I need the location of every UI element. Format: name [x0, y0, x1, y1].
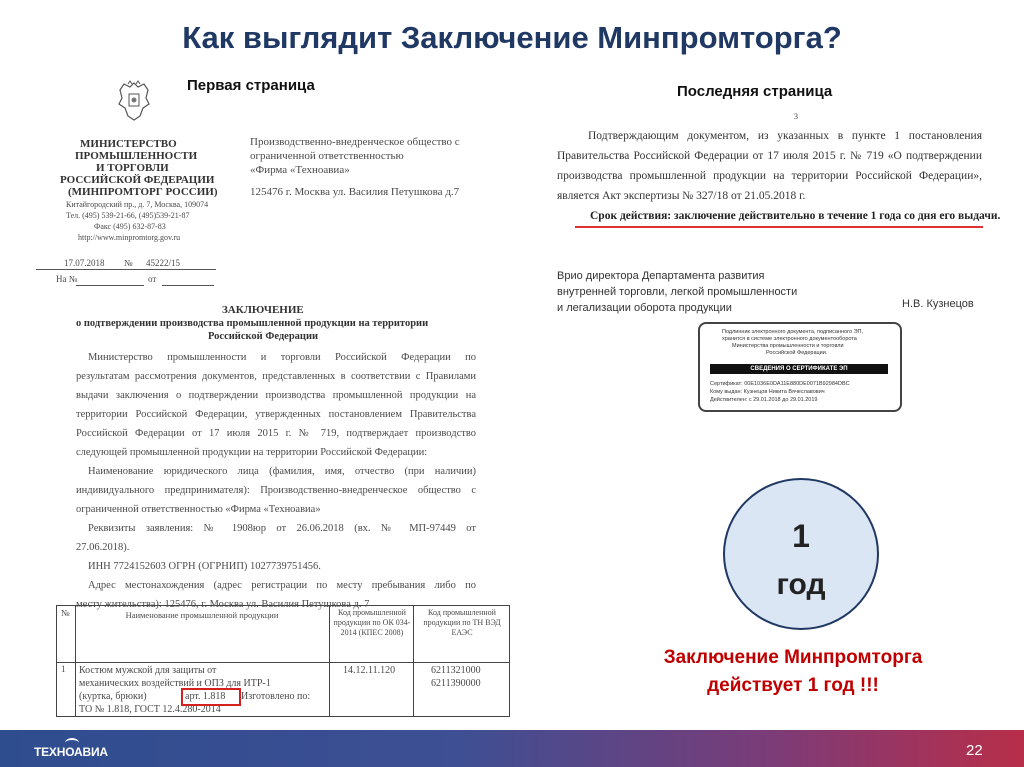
signer-title: внутренней торговли, легкой промышленности	[557, 286, 798, 298]
signer-title: Врио директора Департамента развития	[557, 270, 765, 282]
page-mark: 3	[794, 112, 798, 121]
ref-from-label: от	[148, 274, 157, 284]
body-line: Реквизиты заявления: № 1908юр от 26.06.2018 (вх. № МП-97449 от	[88, 523, 476, 534]
cert-line: Кому выдан: Кузнецов Никита Вячеславович	[710, 389, 825, 395]
cert-header: Российской Федерации.	[766, 350, 828, 356]
slide-title: Как выглядит Заключение Минпромторга?	[182, 20, 842, 55]
table-cell-tnved: 6211321000	[431, 665, 481, 676]
badge-number: 1	[792, 518, 810, 554]
addressee-line: ограниченной ответственностью	[250, 150, 404, 162]
document-number: 45222/15	[146, 258, 181, 268]
last-page-line: производства промышленной продукции на территории Российской Федерации»,	[557, 170, 982, 182]
body-line: выдачи заключения о подтверждении производства промышленной продукции на	[76, 390, 476, 401]
ref-underline	[76, 285, 144, 286]
table-cell-product: Изготовлено по:	[241, 691, 311, 702]
ref-label: На №	[56, 274, 78, 284]
article-highlight	[181, 688, 241, 706]
page-number: 22	[966, 742, 983, 759]
cert-line: Действителен: с 29.01.2018 до 29.01.2019	[710, 397, 818, 403]
ministry-contact: Тел. (495) 539-21-66, (495)539-21-87	[66, 211, 190, 220]
body-line: следующей промышленной продукции на территории Российской Федерации:	[76, 447, 428, 458]
body-line: Адрес местонахождения (адрес регистрации по месту пребывания либо по	[88, 580, 476, 591]
table-cell-tnved: 6211390000	[431, 678, 481, 689]
addressee-line: «Фирма «Техноавиа»	[250, 164, 350, 176]
table-cell-product: (куртка, брюки)	[79, 691, 147, 702]
last-page-line: является Акт экспертизы № 327/18 от 21.05.2018 г.	[557, 190, 806, 202]
table-divider	[75, 606, 76, 716]
last-page-line: Подтверждающим документом, из указанных в пункте 1 постановления	[588, 130, 982, 142]
body-line: Российской Федерации от 17 июля 2015 г. № 719, подтверждает производство	[76, 428, 476, 439]
table-divider	[329, 606, 330, 716]
table-divider	[413, 606, 414, 716]
body-line: Наименование юридического лица (фамилия, имя, отчество (при наличии)	[88, 466, 476, 477]
last-page-label: Последняя страница	[677, 83, 833, 100]
badge-unit: год	[776, 568, 826, 601]
ministry-contact: Китайгородский пр., д. 7, Москва, 109074	[66, 200, 209, 209]
signer-name: Н.В. Кузнецов	[902, 298, 974, 310]
table-divider	[57, 662, 509, 663]
body-line: территории Российской Федерации, утвержденных постановлением Правительства	[76, 409, 476, 420]
body-line: результатам рассмотрения документов, представленных в соответствии с Правилами	[76, 371, 476, 382]
body-line: ограниченной ответственностью «Фирма «Техноавиа»	[76, 504, 321, 515]
document-subtitle: Российской Федерации	[208, 331, 319, 342]
validity-badge	[723, 478, 879, 630]
ministry-contact: http://www.minpromtorg.gov.ru	[78, 233, 181, 242]
footer-bar	[0, 730, 1024, 767]
ministry-contact: Факс (495) 632-87-83	[94, 222, 166, 231]
table-header: Код промышленной продукции по ОК 034-2014 (КПЕС 2008)	[333, 608, 411, 637]
document-title: ЗАКЛЮЧЕНИЕ	[222, 304, 304, 316]
table-cell-article: арт. 1.818	[185, 691, 226, 702]
document-subtitle: о подтверждении производства промышленной продукции на территории	[76, 318, 429, 329]
table-header: Наименование промышленной продукции	[125, 610, 279, 620]
table-cell-product: механических воздействий и ОПЗ для ИТР-1	[79, 678, 271, 689]
addressee-address: 125476 г. Москва ул. Василия Петушкова д.7	[250, 186, 460, 198]
ref-from-underline	[162, 285, 214, 286]
ministry-line: МИНИСТЕРСТВО	[80, 138, 177, 150]
signer-title: и легализации оборота продукции	[557, 302, 732, 314]
signature-certificate	[698, 322, 902, 412]
cert-title: СВЕДЕНИЯ О СЕРТИФИКАТЕ ЭП	[710, 364, 888, 374]
document-date: 17.07.2018	[64, 258, 105, 268]
brand-logo: ТЕХНОАВИА	[34, 745, 108, 759]
conclusion-line: Заключение Минпромторга	[663, 647, 923, 668]
validity-statement: Срок действия: заключение действительно в течение 1 года со дня его выдачи.	[590, 210, 1001, 222]
ministry-line: И ТОРГОВЛИ	[96, 162, 169, 174]
body-line: ИНН 7724152603 ОГРН (ОГРНИП) 1027739751456.	[88, 561, 321, 572]
ministry-line: РОССИЙСКОЙ ФЕДЕРАЦИИ	[60, 174, 215, 186]
last-page-line: Правительства Российской Федерации от 17 июля 2015 г. № 719 «О подтверждении	[557, 150, 982, 162]
number-label: №	[124, 258, 133, 268]
table-header: Код промышленной продукции по ТН ВЭД ЕАЭС	[423, 608, 501, 637]
cert-line: Сертификат: 00E1036E0DA11E880DE0071B92984DBC	[710, 381, 850, 387]
body-line: месту жительства): 125476, г. Москва ул. Василия Петушкова д. 7	[76, 599, 370, 610]
ministry-line: (МИНПРОМТОРГ РОССИИ)	[68, 186, 218, 198]
cert-header: Подлинник электронного документа, подписанного ЭП,	[722, 329, 864, 335]
validity-underline	[575, 226, 983, 228]
addressee-line: Производственно-внедренческое общество с	[250, 136, 460, 148]
coat-of-arms-icon	[116, 80, 152, 122]
first-page-label: Первая страница	[187, 77, 315, 94]
body-line: Министерство промышленности и торговли Российской Федерации по	[88, 352, 476, 363]
ministry-line: ПРОМЫШЛЕННОСТИ	[75, 150, 198, 162]
cert-header: Министерства промышленности и торговли	[732, 343, 844, 349]
body-line: 27.06.2018).	[76, 542, 130, 553]
cert-header: хранится в системе электронного документооборота	[722, 336, 857, 342]
first-page-document	[28, 72, 501, 724]
body-line: индивидуального предпринимателя): Производственно-внедренческое общество с	[76, 485, 476, 496]
table-cell-okpd: 14.12.11.120	[343, 665, 396, 676]
table-header: №	[61, 608, 70, 618]
product-table	[56, 605, 510, 717]
conclusion-line: действует 1 год !!!	[707, 675, 879, 696]
table-cell-product: ТО № 1.818, ГОСТ 12.4.280-2014	[79, 704, 221, 715]
table-row-number: 1	[61, 664, 66, 674]
table-cell-product: Костюм мужской для защиты от	[79, 665, 217, 676]
date-underline	[36, 269, 216, 270]
